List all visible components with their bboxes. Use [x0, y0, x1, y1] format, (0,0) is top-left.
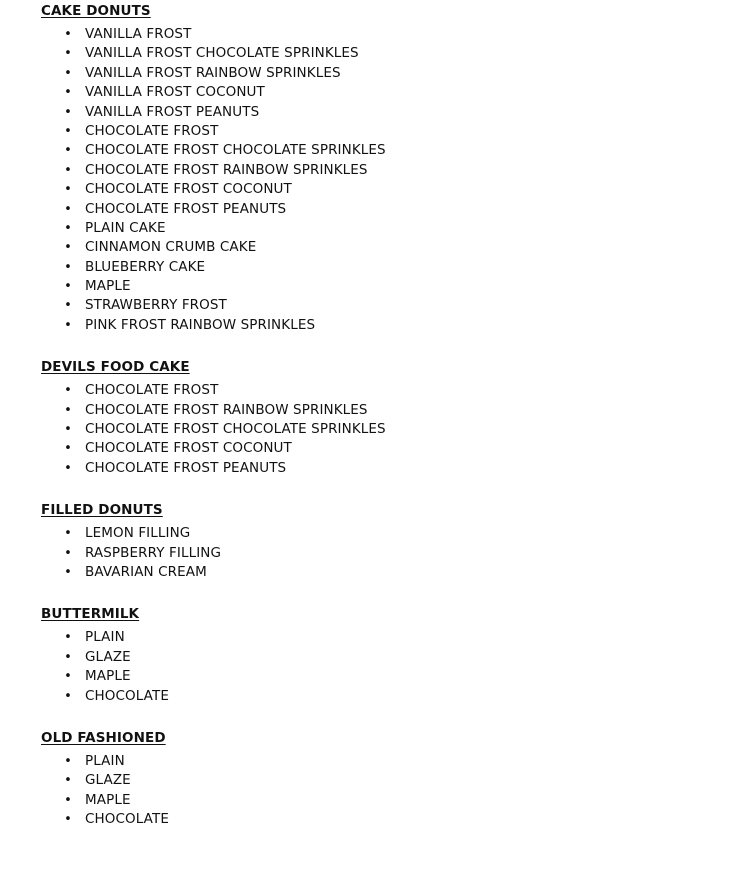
item-list: [41, 752, 721, 830]
list-item: [41, 103, 721, 122]
item-label: RASPBERRY FILLING: [85, 544, 222, 561]
item-label: VANILLA FROST RAINBOW SPRINKLES: [85, 64, 341, 81]
list-item: [41, 752, 721, 771]
bullet-icon: •: [64, 688, 72, 704]
item-label: BLUEBERRY CAKE: [85, 258, 206, 275]
item-label: MAPLE: [85, 278, 131, 295]
bullet-icon: •: [64, 460, 72, 476]
list-item: [41, 83, 721, 102]
list-item: [41, 524, 721, 543]
bullet-icon: •: [64, 220, 72, 236]
item-list: [41, 381, 721, 478]
bullet-icon: •: [64, 27, 72, 42]
item-label: MAPLE: [85, 668, 131, 685]
list-item: [41, 544, 721, 563]
item-label: VANILLA FROST COCONUT: [85, 84, 265, 101]
item-label: CHOCOLATE: [85, 687, 169, 704]
bullet-icon: •: [64, 85, 72, 101]
section-heading: BUTTERMILK: [41, 606, 140, 623]
bullet-icon: •: [64, 402, 72, 418]
item-label: PLAIN: [85, 752, 125, 769]
item-label: PINK FROST RAINBOW SPRINKLES: [85, 316, 316, 333]
bullet-icon: •: [64, 630, 72, 646]
item-label: VANILLA FROST CHOCOLATE SPRINKLES: [85, 45, 359, 62]
bullet-icon: •: [64, 65, 72, 81]
item-label: CHOCOLATE FROST PEANUTS: [85, 200, 287, 217]
item-list: [41, 628, 721, 706]
list-item: [41, 628, 721, 647]
section-old-fashioned: [41, 729, 721, 830]
list-item: [41, 141, 721, 160]
list-item: [41, 771, 721, 790]
list-item: [41, 44, 721, 63]
section-heading: OLD FASHIONED: [41, 729, 166, 746]
list-item: [41, 25, 721, 44]
item-label: CHOCOLATE FROST: [85, 122, 219, 139]
section-devils-food-cake: [41, 358, 721, 478]
item-label: CHOCOLATE: [85, 811, 169, 828]
item-label: VANILLA FROST: [85, 26, 192, 42]
list-item: [41, 180, 721, 199]
item-label: CHOCOLATE FROST RAINBOW SPRINKLES: [85, 161, 368, 178]
list-item: [41, 258, 721, 277]
section-cake-donuts: [41, 2, 721, 335]
bullet-icon: •: [64, 201, 72, 217]
item-label: GLAZE: [85, 772, 131, 789]
item-label: MAPLE: [85, 791, 131, 808]
item-label: STRAWBERRY FROST: [85, 297, 227, 314]
bullet-icon: •: [64, 649, 72, 665]
bullet-icon: •: [64, 792, 72, 808]
item-label: CHOCOLATE FROST: [85, 382, 219, 399]
donut-menu-document: [41, 2, 721, 830]
item-list: [41, 524, 721, 582]
bullet-icon: •: [64, 143, 72, 159]
bullet-icon: •: [64, 669, 72, 685]
bullet-icon: •: [64, 317, 72, 333]
bullet-icon: •: [64, 279, 72, 295]
list-item: [41, 296, 721, 315]
list-item: [41, 439, 721, 458]
bullet-icon: •: [64, 545, 72, 561]
bullet-icon: •: [64, 526, 72, 542]
bullet-icon: •: [64, 812, 72, 828]
section-heading: CAKE DONUTS: [41, 3, 151, 19]
item-label: PLAIN: [85, 629, 125, 646]
item-label: CHOCOLATE FROST COCONUT: [85, 181, 292, 198]
bullet-icon: •: [64, 46, 72, 62]
list-item: [41, 648, 721, 667]
list-item: [41, 238, 721, 257]
item-label: CHOCOLATE FROST PEANUTS: [85, 459, 287, 476]
item-label: VANILLA FROST PEANUTS: [85, 103, 260, 120]
list-item: [41, 810, 721, 829]
list-item: [41, 64, 721, 83]
section-filled-donuts: [41, 501, 721, 582]
item-label: GLAZE: [85, 648, 131, 665]
list-item: [41, 219, 721, 238]
list-item: [41, 161, 721, 180]
bullet-icon: •: [64, 564, 72, 580]
bullet-icon: •: [64, 773, 72, 789]
item-label: BAVARIAN CREAM: [85, 563, 207, 580]
list-item: [41, 667, 721, 686]
list-item: [41, 122, 721, 141]
bullet-icon: •: [64, 182, 72, 198]
section-heading: DEVILS FOOD CAKE: [41, 359, 190, 376]
item-label: CHOCOLATE FROST CHOCOLATE SPRINKLES: [85, 421, 386, 438]
item-label: CHOCOLATE FROST CHOCOLATE SPRINKLES: [85, 142, 386, 159]
list-item: [41, 381, 721, 400]
item-list: [41, 25, 721, 335]
bullet-icon: •: [64, 123, 72, 139]
section-buttermilk: [41, 605, 721, 706]
item-label: CINNAMON CRUMB CAKE: [85, 239, 257, 256]
list-item: [41, 459, 721, 478]
item-label: PLAIN CAKE: [85, 219, 166, 236]
bullet-icon: •: [64, 259, 72, 275]
bullet-icon: •: [64, 422, 72, 438]
bullet-icon: •: [64, 441, 72, 457]
list-item: [41, 420, 721, 439]
list-item: [41, 277, 721, 296]
item-label: CHOCOLATE FROST RAINBOW SPRINKLES: [85, 401, 368, 418]
list-item: [41, 401, 721, 420]
item-label: LEMON FILLING: [85, 525, 191, 542]
bullet-icon: •: [64, 383, 72, 399]
bullet-icon: •: [64, 753, 72, 769]
list-item: [41, 687, 721, 706]
bullet-icon: •: [64, 162, 72, 178]
bullet-icon: •: [64, 240, 72, 256]
item-label: CHOCOLATE FROST COCONUT: [85, 440, 292, 457]
bullet-icon: •: [64, 104, 72, 120]
section-heading: FILLED DONUTS: [41, 502, 163, 519]
bullet-icon: •: [64, 298, 72, 314]
list-item: [41, 563, 721, 582]
list-item: [41, 200, 721, 219]
list-item: [41, 316, 721, 335]
list-item: [41, 791, 721, 810]
